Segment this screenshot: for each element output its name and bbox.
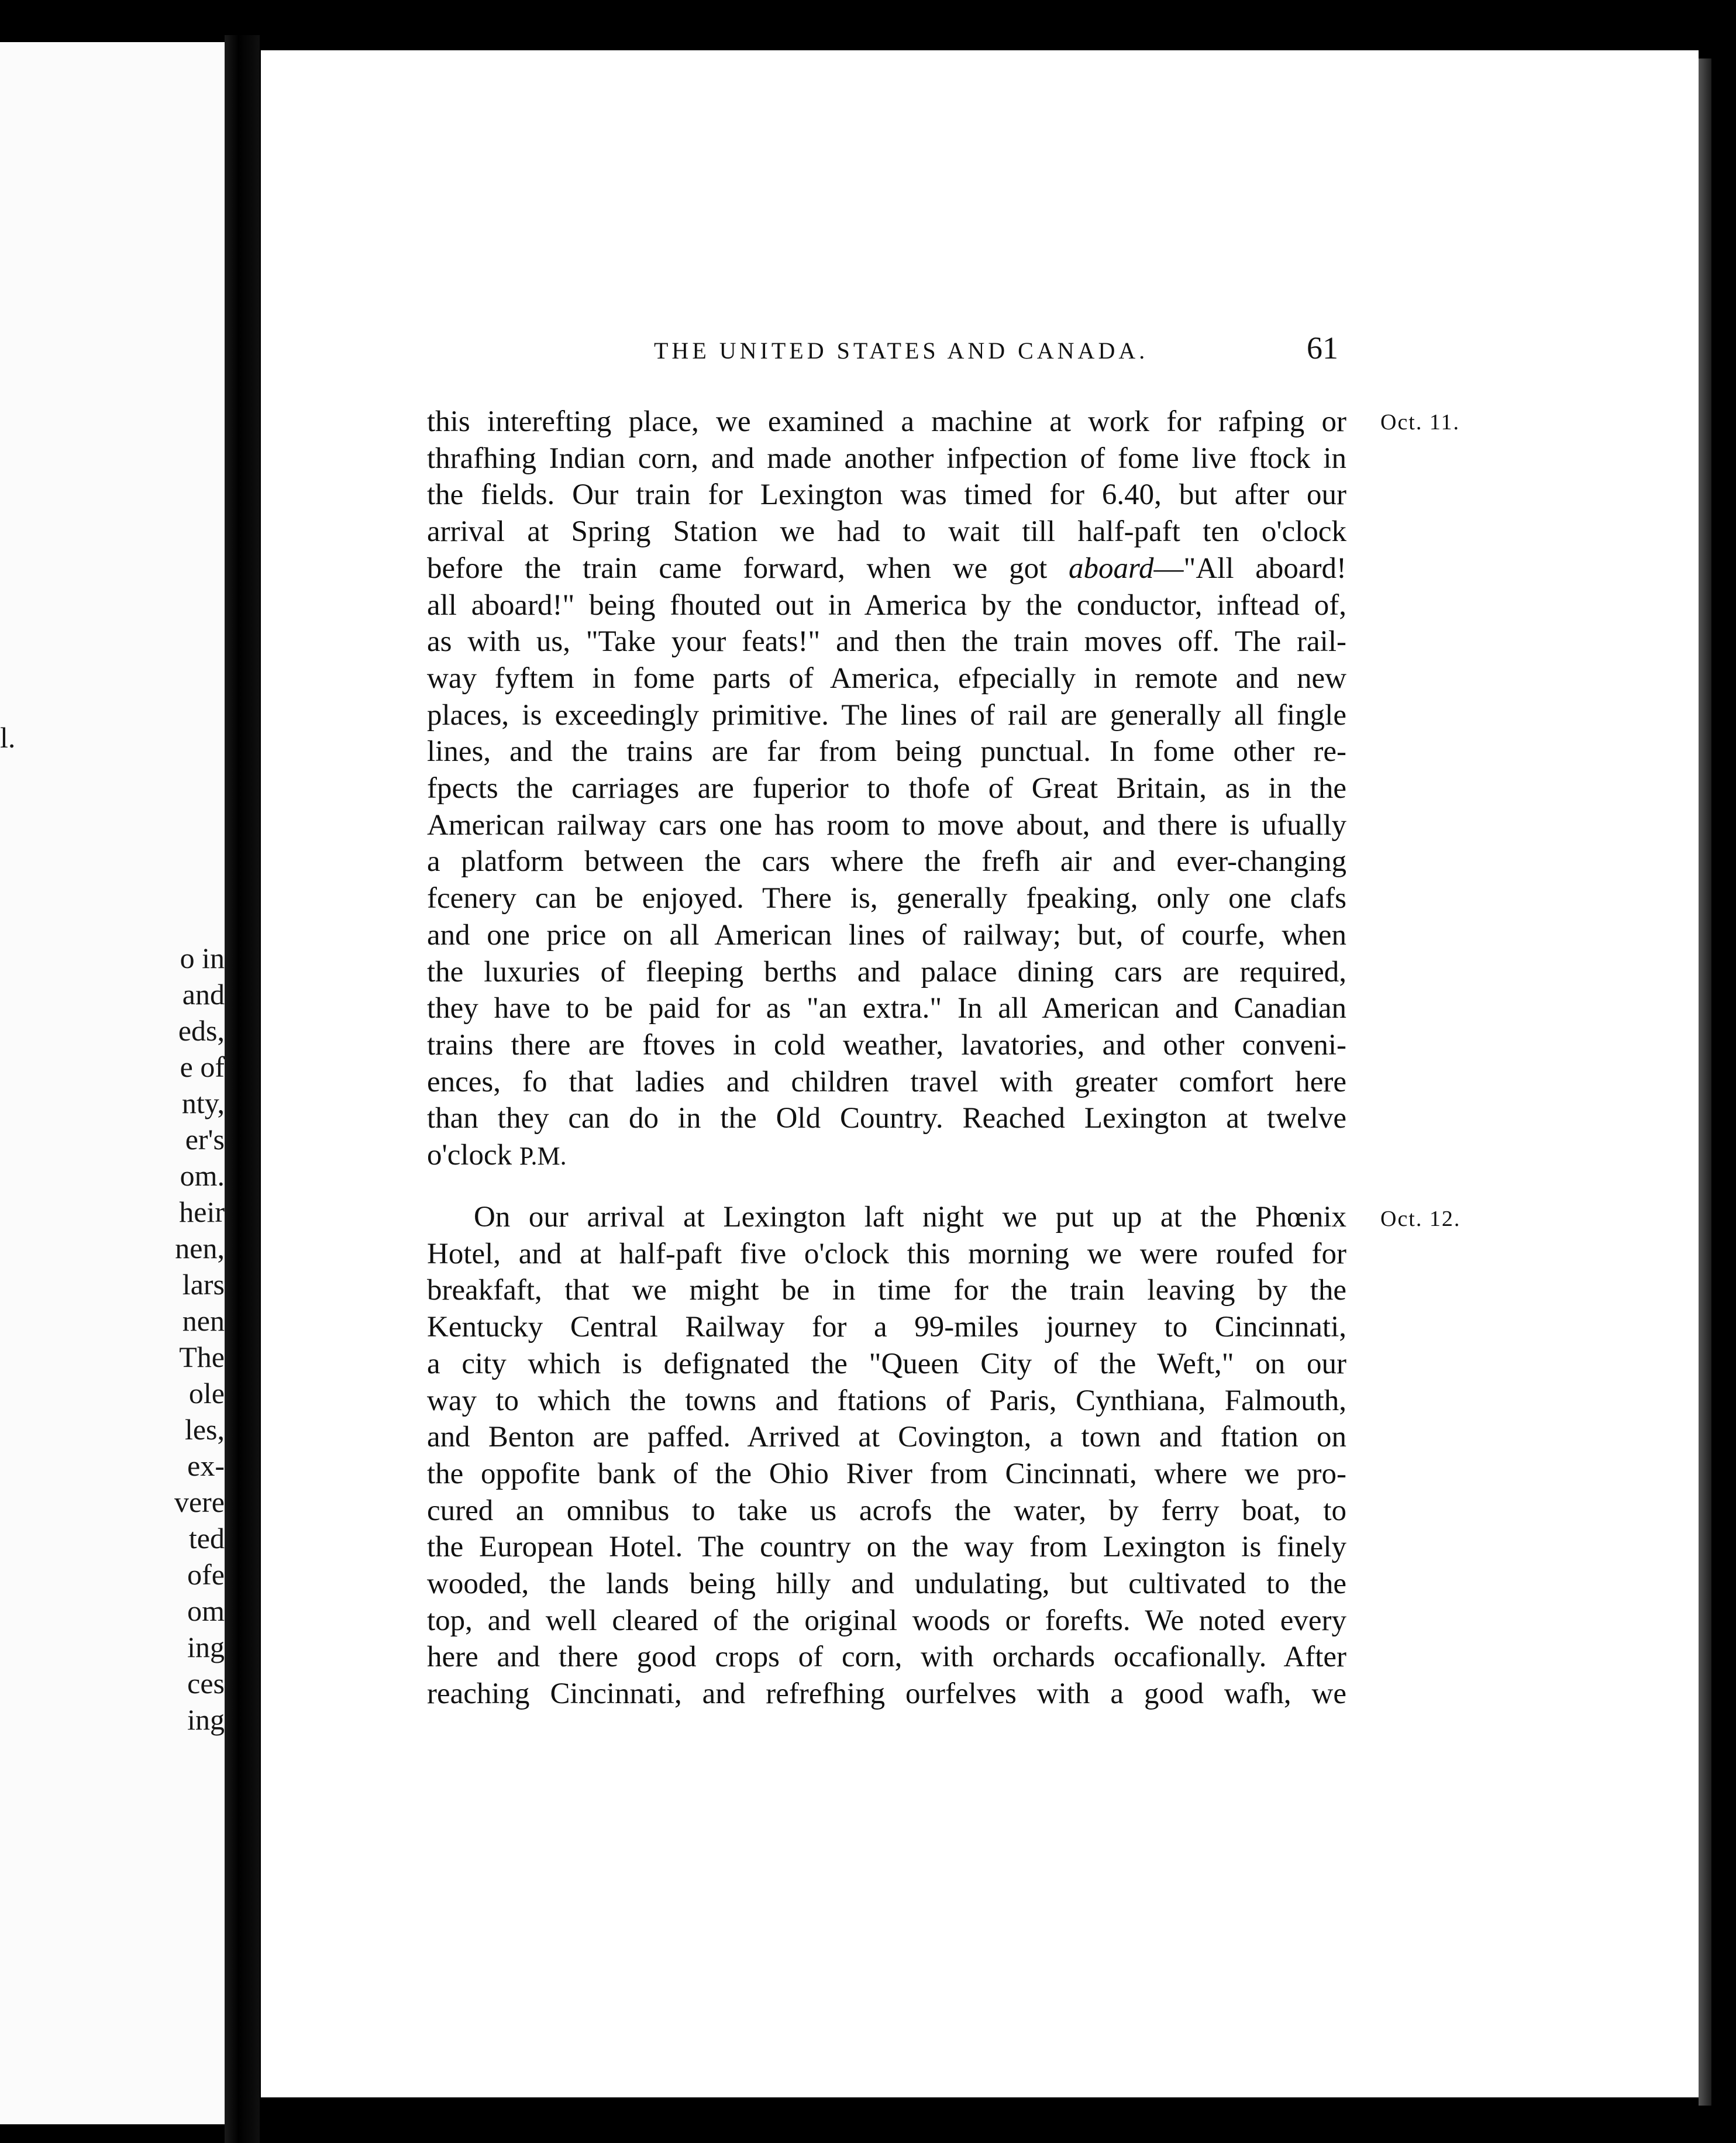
left-page-fragment: e of [180,1050,225,1083]
text-line: way to which the towns and ftations of Paris, Cynthiana, Falmouth, [427,1384,1346,1417]
left-page-fragment: eds, [178,1014,225,1047]
text-line: wooded, the lands being hilly and undulating, but cultivated to the [427,1567,1346,1601]
margin-date: Oct. 11. [1380,410,1460,435]
left-page-fragment: lars [182,1268,225,1301]
left-page-fragment: er's [185,1123,225,1156]
book-gutter [225,35,260,2143]
text-line: and Benton are paffed. Arrived at Covington, a town and ftation on [427,1421,1346,1454]
text-line: Kentucky Central Railway for a 99-miles journey to Cincinnati, [427,1311,1346,1344]
text-line: thrafhing Indian corn, and made another infpection of fome live ftock in [427,442,1346,475]
italic-word: aboard [1069,552,1154,585]
text-segment: before the train came forward, when we got [427,552,1048,585]
text-line: cured an omnibus to take us acrofs the water, by ferry boat, to [427,1494,1346,1527]
text-line: On our arrival at Lexington laft night we put up at the Phœnix [474,1201,1346,1234]
text-line: here and there good crops of corn, with orchards occafionally. After [427,1641,1346,1674]
text-line: this interefting place, we examined a machine at work for rafping or [427,405,1346,438]
left-page [0,42,225,2124]
left-page-fragment: ole [188,1377,225,1410]
left-page-fragment: ing [187,1703,225,1736]
left-page-fragment: heir [179,1195,225,1228]
text-line: American railway cars one has room to move about, and there is ufually [427,808,1346,842]
text-segment: o'clock [427,1139,512,1172]
page-edge [1699,58,1711,2106]
text-line: ences, fo that ladies and children travel with greater comfort here [427,1065,1346,1098]
left-page-fragment: ted [188,1522,225,1555]
left-page-fragment: l. [0,721,16,754]
text-line: top, and well cleared of the original woods or forefts. We noted every [427,1604,1346,1637]
margin-date: Oct. 12. [1380,1207,1461,1231]
left-page-fragment: nen [182,1304,225,1337]
left-page-fragment: ing [187,1631,225,1663]
text-line: fpects the carriages are fuperior to thofe of Great Britain, as in the [427,772,1346,805]
left-page-fragment: ofe [187,1558,225,1591]
running-head: THE UNITED STATES AND CANADA. [654,337,1149,364]
paragraph [427,1199,1346,1713]
text-line: and one price on all American lines of railway; but, of courfe, when [427,918,1346,952]
page-number: 61 [1307,330,1338,366]
left-page-fragment: and [182,978,225,1011]
text-line: breakfaft, that we might be in time for the train leaving by the [427,1274,1346,1307]
text-line: a platform between the cars where the frefh air and ever-changing [427,845,1346,878]
text-line: way fyftem in fome parts of America, efpecially in remote and new [427,661,1346,695]
text-line: places, is exceedingly primitive. The lines of rail are generally all fingle [427,698,1346,732]
text-line: fcenery can be enjoyed. There is, generally fpeaking, only one clafs [427,882,1346,915]
left-page-fragment: vere [174,1486,225,1518]
text-line: the oppofite bank of the Ohio River from Cincinnati, where we pro- [427,1457,1346,1490]
left-page-fragment: les, [184,1413,225,1446]
text-line: the luxuries of fleeping berths and palace dining cars are required, [427,955,1346,988]
smallcaps-text: P.M. [519,1142,567,1171]
text-line [427,1137,1346,1175]
text-line: reaching Cincinnati, and refrefhing ourfelves with a good wafh, we [427,1677,1346,1711]
text-line: trains there are ftoves in cold weather, lavatories, and other conveni- [427,1028,1346,1062]
left-page-fragment: om. [180,1159,225,1192]
text-line: they have to be paid for as "an extra." In all American and Canadian [427,992,1346,1025]
paragraph [427,404,1346,1175]
text-line: a city which is defignated the "Queen City of the Weft," on our [427,1347,1346,1380]
left-page-fragment: nen, [175,1232,225,1265]
text-segment: —"All aboard! [1153,552,1346,585]
left-page-fragment: o in [180,942,225,974]
text-line [427,550,1346,587]
left-page-fragment: The [179,1341,225,1373]
text-line: Hotel, and at half-paft five o'clock this morning we were roufed for [427,1237,1346,1270]
text-line: as with us, "Take your feats!" and then the train moves off. The rail- [427,625,1346,659]
left-page-fragment: nty, [181,1087,225,1119]
left-page-fragment: ces [187,1667,225,1700]
text-line: arrival at Spring Station we had to wait till half-paft ten o'clock [427,515,1346,549]
left-page-fragment: ex- [187,1449,225,1482]
text-line: than they can do in the Old Country. Reached Lexington at twelve [427,1102,1346,1135]
text-line: the fields. Our train for Lexington was timed for 6.40, but after our [427,478,1346,512]
text-line: the European Hotel. The country on the way from Lexington is finely [427,1531,1346,1564]
left-page-fragment: om [187,1594,225,1627]
text-line: all aboard!" being fhouted out in America by the conductor, inftead of, [427,588,1346,622]
text-line: lines, and the trains are far from being punctual. In fome other re- [427,735,1346,769]
